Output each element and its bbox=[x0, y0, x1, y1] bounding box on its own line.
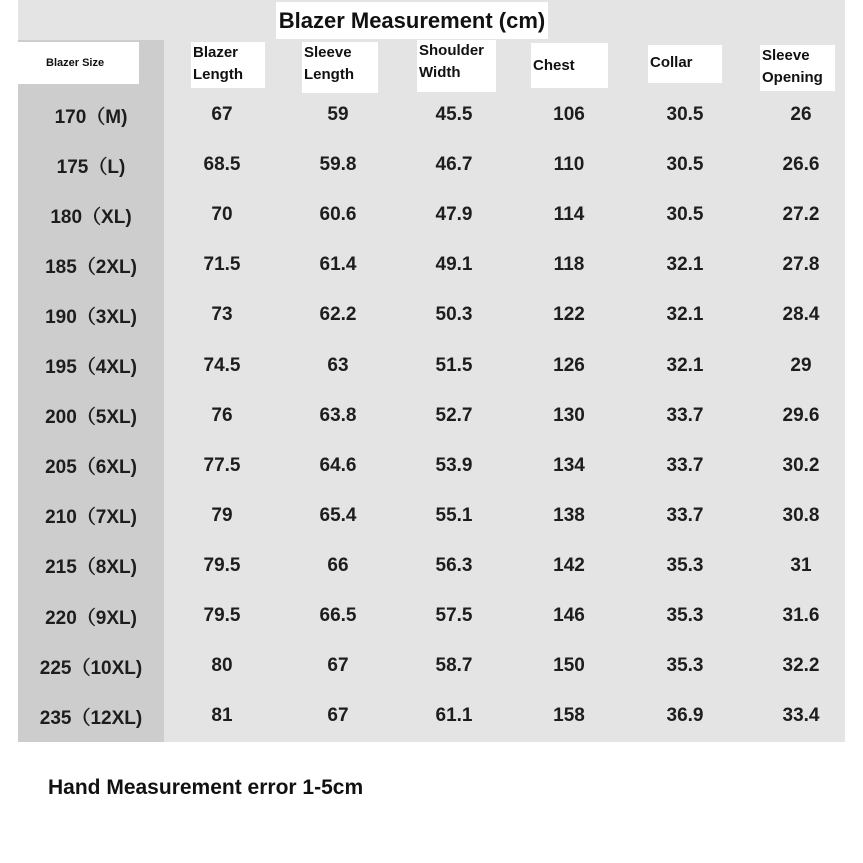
cell-size: 195（4XL) bbox=[45, 357, 137, 378]
cell-collar: 35.3 bbox=[666, 605, 704, 626]
cell-length: 76 bbox=[211, 404, 233, 426]
header-sleeve-line1: Sleeve bbox=[304, 44, 352, 61]
cell-opening: 32.2 bbox=[782, 655, 820, 677]
cell-opening: 33.4 bbox=[782, 705, 820, 727]
header-collar bbox=[648, 45, 722, 83]
header-length-line1: Blazer bbox=[193, 44, 239, 61]
cell-shoulder: 50.3 bbox=[435, 304, 473, 326]
cell-length: 74.5 bbox=[203, 354, 241, 376]
cell-size: 235（12XL) bbox=[39, 707, 143, 729]
cell-shoulder: 57.5 bbox=[435, 605, 473, 626]
cell-size: 180（XL) bbox=[50, 206, 132, 228]
cell-shoulder: 61.1 bbox=[435, 705, 473, 727]
header-chest-label: Chest bbox=[533, 57, 575, 74]
cell-opening: 31 bbox=[790, 554, 812, 576]
measurement-note: Hand Measurement error 1-5cm bbox=[48, 776, 364, 799]
cell-collar: 36.9 bbox=[666, 705, 704, 727]
cell-shoulder: 49.1 bbox=[435, 254, 473, 276]
cell-size: 185（2XL) bbox=[45, 256, 137, 278]
header-size bbox=[18, 42, 139, 84]
header-sleeve-length bbox=[302, 42, 378, 93]
cell-size: 200（5XL) bbox=[45, 407, 137, 429]
cell-opening: 29.6 bbox=[782, 404, 820, 426]
chart-title: Blazer Measurement (cm) bbox=[276, 2, 548, 39]
cell-length: 68.5 bbox=[203, 154, 241, 176]
header-size-label: Blazer Size bbox=[46, 57, 105, 69]
cell-shoulder: 51.5 bbox=[435, 354, 473, 376]
cell-size: 190（3XL) bbox=[45, 306, 137, 328]
cell-size: 175（L) bbox=[56, 156, 126, 178]
cell-collar: 33.7 bbox=[666, 454, 704, 476]
cell-length: 79 bbox=[211, 504, 233, 526]
cell-opening: 27.8 bbox=[782, 254, 820, 276]
cell-size: 220（9XL) bbox=[45, 607, 137, 629]
header-collar-label: Collar bbox=[650, 54, 693, 71]
cell-opening: 28.4 bbox=[782, 304, 820, 326]
cell-length: 79.5 bbox=[203, 605, 241, 626]
table-row bbox=[18, 391, 845, 441]
table-row bbox=[18, 641, 845, 691]
cell-shoulder: 45.5 bbox=[435, 104, 473, 125]
cell-collar: 30.5 bbox=[666, 204, 704, 226]
cell-chest: 138 bbox=[553, 504, 585, 526]
cell-chest: 106 bbox=[553, 104, 585, 125]
table-row bbox=[18, 240, 845, 290]
cell-opening: 30.8 bbox=[782, 504, 820, 526]
cell-sleeve: 59.8 bbox=[319, 154, 357, 176]
cell-length: 80 bbox=[211, 655, 233, 677]
table-row bbox=[18, 491, 845, 541]
header-sleeve-opening bbox=[760, 45, 835, 91]
cell-length: 77.5 bbox=[203, 454, 241, 476]
cell-length: 79.5 bbox=[203, 554, 241, 576]
cell-opening: 26.6 bbox=[782, 154, 820, 176]
table-row bbox=[18, 190, 845, 240]
cell-length: 71.5 bbox=[203, 254, 241, 276]
cell-chest: 118 bbox=[553, 254, 585, 276]
cell-opening: 30.2 bbox=[782, 454, 820, 476]
cell-sleeve: 66 bbox=[327, 554, 349, 576]
header-shoulder-width bbox=[417, 40, 496, 92]
cell-sleeve: 63 bbox=[327, 354, 349, 376]
table-row bbox=[18, 691, 845, 741]
cell-sleeve: 66.5 bbox=[319, 605, 357, 626]
cell-length: 67 bbox=[211, 104, 233, 125]
cell-opening: 27.2 bbox=[782, 204, 820, 226]
cell-sleeve: 59 bbox=[327, 104, 349, 125]
cell-chest: 142 bbox=[553, 554, 585, 576]
cell-shoulder: 58.7 bbox=[435, 655, 473, 677]
cell-shoulder: 56.3 bbox=[435, 554, 473, 576]
cell-shoulder: 46.7 bbox=[435, 154, 473, 176]
cell-chest: 114 bbox=[553, 204, 585, 226]
cell-shoulder: 52.7 bbox=[435, 404, 473, 426]
cell-collar: 32.1 bbox=[666, 254, 704, 276]
cell-opening: 31.6 bbox=[782, 605, 820, 626]
header-length bbox=[191, 42, 265, 88]
cell-size: 225（10XL) bbox=[39, 657, 143, 679]
cell-collar: 30.5 bbox=[666, 154, 704, 176]
cell-collar: 35.3 bbox=[666, 655, 704, 677]
header-opening-line2: Opening bbox=[762, 69, 823, 86]
cell-chest: 110 bbox=[553, 154, 585, 176]
cell-length: 73 bbox=[211, 304, 233, 326]
cell-shoulder: 47.9 bbox=[435, 204, 473, 226]
cell-chest: 122 bbox=[553, 304, 585, 326]
header-opening-line1: Sleeve bbox=[762, 47, 810, 64]
cell-chest: 134 bbox=[553, 454, 585, 476]
cell-sleeve: 64.6 bbox=[319, 454, 357, 476]
table-row bbox=[18, 140, 845, 190]
cell-sleeve: 60.6 bbox=[319, 204, 357, 226]
cell-opening: 29 bbox=[790, 354, 812, 376]
cell-chest: 158 bbox=[553, 705, 585, 727]
header-length-line2: Length bbox=[193, 66, 243, 83]
header-chest bbox=[531, 43, 608, 88]
cell-chest: 150 bbox=[553, 655, 585, 677]
table-row bbox=[18, 290, 845, 340]
cell-size: 210（7XL) bbox=[45, 507, 137, 529]
cell-collar: 32.1 bbox=[666, 354, 704, 376]
cell-opening: 26 bbox=[790, 104, 812, 125]
cell-collar: 35.3 bbox=[666, 554, 704, 576]
cell-size: 215（8XL) bbox=[45, 557, 137, 579]
cell-size: 170（M) bbox=[54, 106, 128, 128]
cell-collar: 32.1 bbox=[666, 304, 704, 326]
cell-chest: 130 bbox=[553, 404, 585, 426]
cell-collar: 33.7 bbox=[666, 504, 704, 526]
header-shoulder-line2: Width bbox=[419, 64, 461, 81]
table-row bbox=[18, 90, 845, 140]
cell-sleeve: 62.2 bbox=[319, 304, 357, 326]
cell-length: 70 bbox=[211, 204, 233, 226]
cell-size: 205（6XL) bbox=[45, 457, 137, 479]
cell-chest: 126 bbox=[553, 354, 585, 376]
cell-sleeve: 61.4 bbox=[319, 254, 357, 276]
cell-sleeve: 67 bbox=[327, 705, 349, 727]
cell-shoulder: 55.1 bbox=[435, 504, 473, 526]
table-row bbox=[18, 541, 845, 591]
cell-shoulder: 53.9 bbox=[435, 454, 473, 476]
table-row bbox=[18, 591, 845, 641]
cell-collar: 30.5 bbox=[666, 104, 704, 125]
cell-sleeve: 65.4 bbox=[319, 504, 357, 526]
cell-collar: 33.7 bbox=[666, 404, 704, 426]
table-row bbox=[18, 441, 845, 491]
cell-length: 81 bbox=[211, 705, 233, 727]
header-shoulder-line1: Shoulder bbox=[419, 42, 485, 59]
header-sleeve-line2: Length bbox=[304, 66, 354, 83]
table-row bbox=[18, 341, 845, 391]
cell-chest: 146 bbox=[553, 605, 585, 626]
cell-sleeve: 67 bbox=[327, 655, 349, 677]
cell-sleeve: 63.8 bbox=[319, 404, 357, 426]
